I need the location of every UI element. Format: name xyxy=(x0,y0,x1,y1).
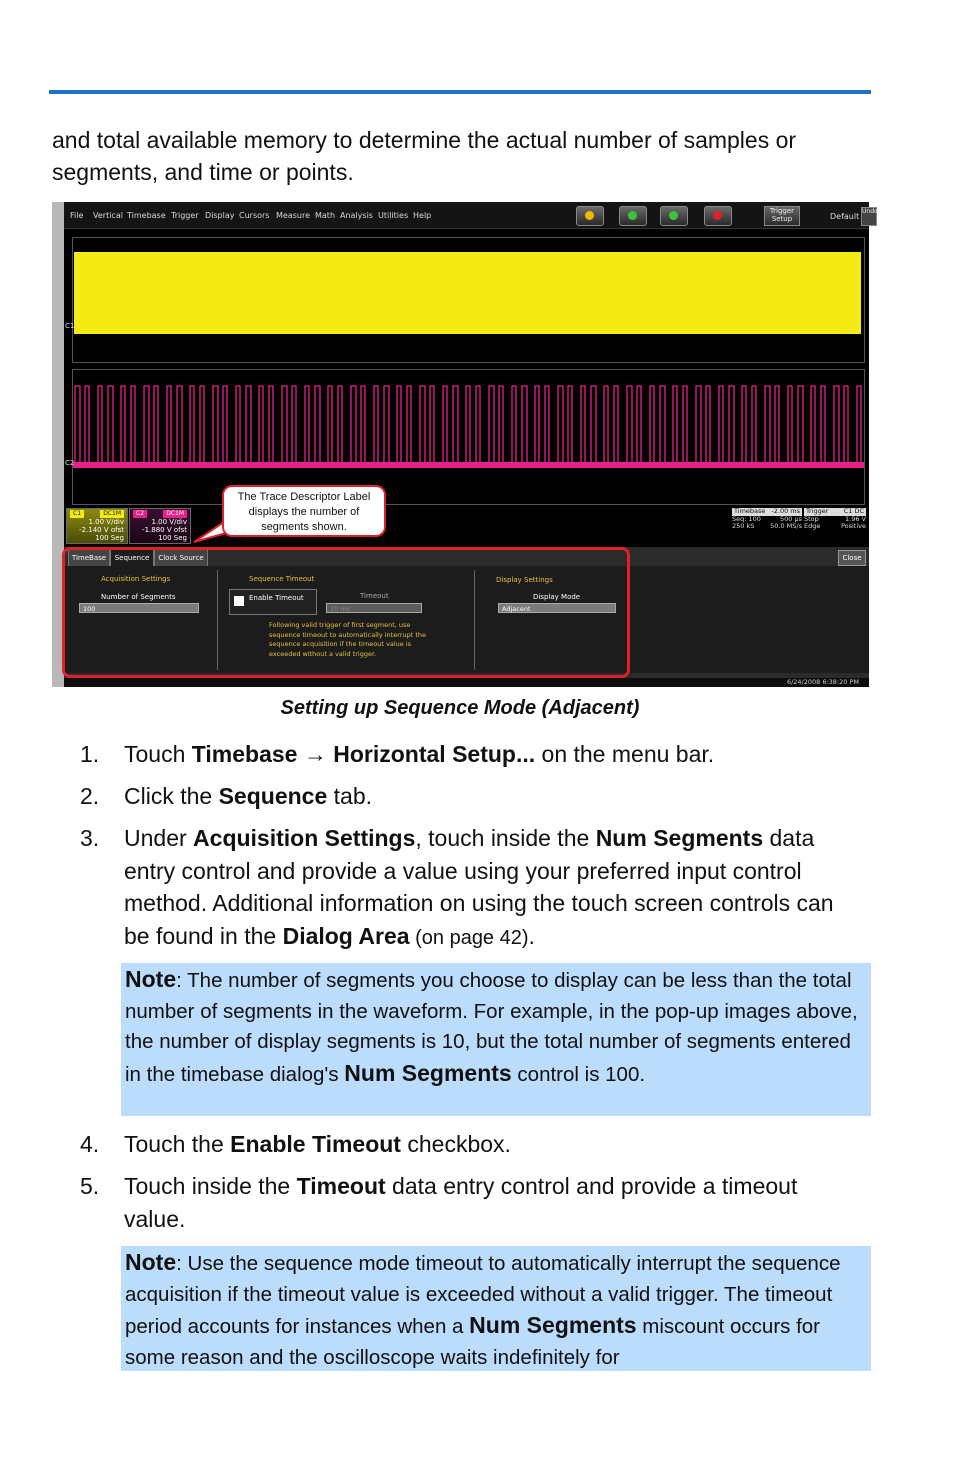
step-text: data entry control and provide a value using your preferred input control method. Additional information on using the touch screen controls can be found in the xyxy=(124,825,834,949)
tab-timebase[interactable]: TimeBase xyxy=(68,549,110,567)
menu-analysis[interactable]: Analysis xyxy=(340,211,373,220)
c2-coupling: DC1M xyxy=(163,510,187,518)
pulse-waveform xyxy=(73,386,861,466)
step-bold: Num Segments xyxy=(595,825,764,851)
date-time: 6/24/2008 6:38:20 PM xyxy=(786,678,859,686)
scope-menu-bar xyxy=(64,202,878,229)
step-text: , touch inside the xyxy=(415,825,596,851)
step-bold: Timeout xyxy=(296,1173,386,1199)
timebase-rate: 50.0 MS/s xyxy=(770,522,802,530)
step-bold: Enable Timeout xyxy=(230,1131,401,1157)
step-2 xyxy=(80,780,880,814)
timebase-div: 500 µs xyxy=(780,514,802,523)
menu-file[interactable]: File xyxy=(70,211,84,220)
note-bold: Num Segments xyxy=(344,1059,512,1086)
stop-button[interactable] xyxy=(704,206,732,226)
top-rule xyxy=(49,90,871,94)
run-button[interactable] xyxy=(619,206,647,226)
timebase-samples: 250 kS xyxy=(732,522,755,530)
step-bold: Timebase → Horizontal Setup... xyxy=(191,741,536,767)
display-mode-label: Display Mode xyxy=(533,593,581,601)
num-segments-label: Number of Segments xyxy=(101,593,176,601)
step-text: on the menu bar. xyxy=(535,741,715,767)
c1-trace-descriptor[interactable] xyxy=(66,508,128,544)
trigger-mode: Stop xyxy=(804,514,819,523)
step-number: 4. xyxy=(80,1131,100,1157)
step-bold: Sequence xyxy=(218,783,328,809)
note-box-1 xyxy=(121,963,871,1116)
menu-trigger[interactable]: Trigger xyxy=(171,211,199,220)
c1-segments: 100 Seg xyxy=(95,534,124,542)
note-label: Note xyxy=(125,966,177,992)
c2-segments: 100 Seg xyxy=(158,534,187,542)
c1-coupling: DC1M xyxy=(100,510,124,518)
note-text: : Use the sequence mode timeout to automatically interrupt the sequence acquisition if the timeout value is exceeded without a valid trigger. The timeout period accounts for instances when a xyxy=(125,1252,841,1338)
default-label[interactable]: Default xyxy=(830,212,860,221)
undo-button[interactable]: Undo xyxy=(861,207,877,226)
trigger-source: C1 DC xyxy=(843,507,864,515)
trigger-slope: Positive xyxy=(840,522,866,530)
trigger-type: Edge xyxy=(804,522,821,530)
channel1-marker: C1 xyxy=(65,322,75,330)
note-text: control is 100. xyxy=(511,1062,646,1086)
stop-icon xyxy=(713,211,722,220)
channel1-trace xyxy=(74,252,861,334)
trigger-setup-button[interactable]: Trigger Setup xyxy=(764,206,800,226)
timebase-seq: Seq: 100 xyxy=(732,514,761,523)
channel2-grid xyxy=(72,369,865,505)
tab-clock-source[interactable]: Clock Source xyxy=(154,549,208,567)
step-bold[interactable]: Dialog Area xyxy=(282,922,410,949)
display-mode-select[interactable]: Adjacent xyxy=(498,603,616,613)
step-1 xyxy=(80,738,880,772)
step-text: . xyxy=(528,922,535,949)
single-icon xyxy=(669,211,678,220)
menu-math[interactable]: Math xyxy=(315,211,336,220)
step-text: Touch inside the xyxy=(124,1173,297,1199)
timeout-field[interactable]: 10 ms xyxy=(326,603,422,613)
sequence-timeout-note: Following valid trigger of first segment, use sequence timeout to automatically interrupt the sequence acquisition if the timeout value is exceeded without a valid trigger. xyxy=(269,621,426,658)
close-button[interactable]: Close xyxy=(838,550,866,566)
note-bold: Num Segments xyxy=(469,1312,637,1338)
num-segments-field[interactable]: 100 xyxy=(79,603,199,613)
figure-caption: Setting up Sequence Mode (Adjacent) xyxy=(280,697,640,719)
tab-sequence[interactable]: Sequence xyxy=(110,549,154,567)
step-text: checkbox. xyxy=(400,1131,511,1157)
step-text: Touch xyxy=(124,741,192,767)
acquisition-settings-title: Acquisition Settings xyxy=(101,575,171,583)
auto-setup-button[interactable] xyxy=(576,206,604,226)
dialog-highlight-frame xyxy=(62,547,630,678)
note-text: miscount occurs for some reason and the oscilloscope waits indefinitely for xyxy=(125,1315,821,1369)
note-text: : The number of segments you choose to display can be less than the total number of segments in the waveform. For example, in the pop-up images above, the number of display segments is 10, but the total number of segments entered in the timebase dialog's xyxy=(125,969,858,1086)
display-settings-title: Display Settings xyxy=(496,576,553,584)
timebase-descriptor[interactable] xyxy=(732,508,802,534)
menu-display[interactable]: Display xyxy=(205,211,235,220)
pulse-baseline xyxy=(73,462,864,468)
c2-trace-descriptor[interactable] xyxy=(129,508,191,544)
step-text: Touch the xyxy=(124,1131,231,1157)
step-number: 5. xyxy=(80,1173,100,1199)
step-number: 2. xyxy=(80,783,100,809)
c1-vdiv: 1.00 V/div xyxy=(88,518,124,526)
single-button[interactable] xyxy=(660,206,688,226)
timebase-header: Timebase xyxy=(734,507,766,515)
step-text: Click the xyxy=(124,783,219,809)
menu-timebase[interactable]: Timebase xyxy=(127,211,166,220)
timeout-label: Timeout xyxy=(360,592,389,600)
step-bold: Acquisition Settings xyxy=(193,825,416,851)
trace-descriptor-callout: The Trace Descriptor Label displays the number of segments shown. xyxy=(222,485,386,537)
intro-paragraph: and total available memory to determine the actual number of samples or segments, and time or points. xyxy=(52,127,797,185)
step-text: Under xyxy=(124,825,194,851)
page-reference[interactable]: (on page 42) xyxy=(409,926,529,949)
menu-utilities[interactable]: Utilities xyxy=(378,211,409,220)
menu-help[interactable]: Help xyxy=(413,211,432,220)
scope-screenshot xyxy=(52,202,878,687)
status-bar xyxy=(64,678,869,687)
step-number: 3. xyxy=(80,825,100,851)
c1-tag: C1 xyxy=(70,510,84,518)
trigger-level: 1.96 V xyxy=(845,514,866,523)
menu-vertical[interactable]: Vertical xyxy=(93,211,123,220)
channel2-trace xyxy=(73,370,864,504)
auto-setup-icon xyxy=(585,211,594,220)
step-5 xyxy=(80,1170,880,1236)
enable-timeout-label: Enable Timeout xyxy=(249,594,304,602)
step-text: tab. xyxy=(327,783,373,809)
trigger-header: Trigger xyxy=(806,507,829,515)
c2-offset: -1.880 V ofst xyxy=(142,526,187,534)
timebase-delay: -2.00 ms xyxy=(771,507,800,515)
channel2-marker: C2 xyxy=(65,459,75,467)
menu-measure[interactable]: Measure xyxy=(276,211,310,220)
c2-tag: C2 xyxy=(133,510,147,518)
c1-offset: -2.140 V ofst xyxy=(79,526,124,534)
step-text: data entry control and provide a timeout value. xyxy=(124,1173,798,1232)
run-icon xyxy=(628,211,637,220)
menu-cursors[interactable]: Cursors xyxy=(239,211,270,220)
step-4 xyxy=(80,1128,880,1162)
note-box-2 xyxy=(121,1246,871,1371)
step-number: 1. xyxy=(80,741,100,767)
sequence-timeout-title: Sequence Timeout xyxy=(249,575,315,583)
trigger-descriptor[interactable] xyxy=(804,508,866,534)
note-label: Note xyxy=(125,1249,177,1275)
c2-vdiv: 1.00 V/div xyxy=(151,518,187,526)
step-3 xyxy=(80,822,880,954)
